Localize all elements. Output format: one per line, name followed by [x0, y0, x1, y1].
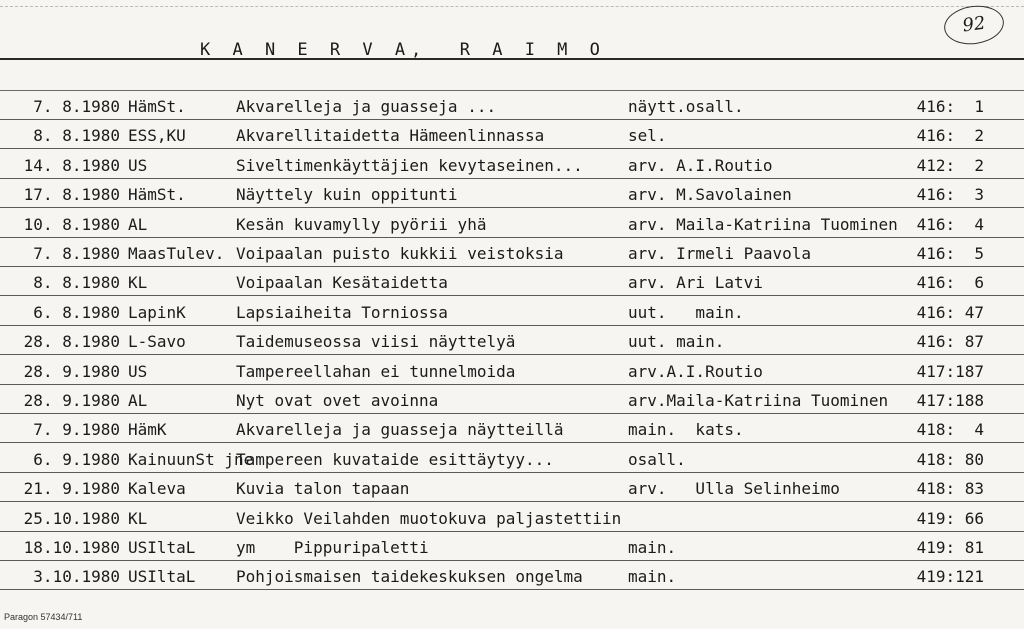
entry-ref: 416: 3 [916, 185, 984, 205]
entry-source: KainuunSt jne [128, 449, 254, 469]
entry-date: 3.10.1980 [33, 567, 120, 587]
entry-ref: 418: 83 [916, 479, 984, 499]
entry-ref: 419: 81 [916, 538, 984, 557]
entry-source: Kaleva [128, 479, 186, 499]
entry-title: Pohjoismaisen taidekeskuksen ongelma [236, 567, 583, 587]
entry-date: 8. 8.1980 [33, 273, 120, 293]
entry-title: Akvarelleja ja guasseja näytteillä [236, 420, 564, 440]
entry-extra: main. kats. [628, 420, 744, 440]
entry-source: AL [128, 214, 148, 234]
entry-row [0, 92, 1024, 120]
entry-row [0, 386, 1024, 414]
entry-title: Siveltimenkäyttäjien kevytaseinen... [236, 155, 583, 175]
entry-row [0, 474, 1024, 502]
entry-row [0, 298, 1024, 326]
entry-extra: main. [628, 538, 677, 557]
entry-date: 28. 9.1980 [23, 391, 120, 410]
entry-date: 25.10.1980 [23, 508, 120, 528]
entry-row [0, 504, 1024, 532]
entry-row [0, 121, 1024, 149]
entry-extra: näytt.osall. [628, 97, 744, 116]
entry-title: Näyttely kuin oppitunti [236, 185, 458, 205]
entry-date: 28. 9.1980 [23, 361, 120, 381]
entry-title: Nyt ovat ovet avoinna [236, 391, 439, 410]
heading-rule [0, 58, 1024, 60]
entry-ref: 416: 47 [916, 302, 984, 322]
entry-extra: arv.A.I.Routio [628, 361, 763, 381]
entry-extra: arv. Ari Latvi [628, 273, 763, 293]
entry-ref: 419: 66 [916, 508, 984, 528]
entry-title: ym Pippuripaletti [236, 538, 429, 557]
entry-date: 6. 8.1980 [33, 302, 120, 322]
entry-row [0, 180, 1024, 208]
entry-date: 7. 9.1980 [33, 420, 120, 440]
entry-ref: 416: 5 [916, 244, 984, 263]
entry-extra: uut. main. [628, 302, 744, 322]
entry-title: Tampereellahan ei tunnelmoida [236, 361, 516, 381]
entry-row [0, 239, 1024, 267]
entry-date: 7. 8.1980 [33, 244, 120, 263]
entry-row [0, 562, 1024, 590]
entry-extra: arv.Maila-Katriina Tuominen [628, 391, 889, 410]
entry-source: KL [128, 273, 148, 293]
entry-source: HämSt. [128, 97, 186, 116]
entry-extra: osall. [628, 449, 686, 469]
entry-row [0, 445, 1024, 473]
entry-row [0, 210, 1024, 238]
entry-ref: 412: 2 [916, 155, 984, 175]
card-heading-name: K A N E R V A, R A I M O [200, 40, 606, 60]
entry-date: 28. 8.1980 [23, 332, 120, 352]
entry-date: 14. 8.1980 [23, 155, 120, 175]
entry-extra: arv. Ulla Selinheimo [628, 479, 840, 499]
card-top-edge [0, 0, 1024, 7]
entry-title: Voipaalan Kesätaidetta [236, 273, 448, 293]
entry-date: 21. 9.1980 [23, 479, 120, 499]
entry-source: AL [128, 391, 148, 410]
entry-row [0, 357, 1024, 385]
entry-source: US [128, 361, 148, 381]
entry-source: MaasTulev. [128, 244, 225, 263]
entry-row [0, 415, 1024, 443]
entry-source: LapinK [128, 302, 186, 322]
entry-ref: 416: 1 [916, 97, 984, 116]
entry-ref: 417:188 [916, 391, 984, 410]
entry-title: Lapsiaiheita Torniossa [236, 302, 448, 322]
entry-source: HämSt. [128, 185, 186, 205]
entry-source: USIltaL [128, 567, 196, 587]
entry-title: Veikko Veilahden muotokuva paljastettiin [236, 508, 622, 528]
entry-date: 10. 8.1980 [23, 214, 120, 234]
entry-source: KL [128, 508, 148, 528]
entry-extra: arv. M.Savolainen [628, 185, 792, 205]
entry-extra: arv. Irmeli Paavola [628, 244, 812, 263]
entry-row [0, 268, 1024, 296]
entry-title: Kesän kuvamylly pyörii yhä [236, 214, 487, 234]
entry-extra: sel. [628, 126, 667, 146]
heading-rule-secondary [0, 90, 1024, 91]
entry-source: L-Savo [128, 332, 186, 352]
entry-source: US [128, 155, 148, 175]
entry-title: Kuvia talon tapaan [236, 479, 410, 499]
entry-ref: 417:187 [916, 361, 984, 381]
entry-ref: 418: 80 [916, 449, 984, 469]
entry-row [0, 327, 1024, 355]
entry-ref: 419:121 [916, 567, 984, 587]
entry-row [0, 533, 1024, 561]
entry-extra: arv. A.I.Routio [628, 155, 773, 175]
card-printer-mark: Paragon 57434/711 [4, 612, 83, 622]
entry-extra: uut. main. [628, 332, 725, 352]
entry-date: 17. 8.1980 [23, 185, 120, 205]
entry-title: Akvarellitaidetta Hämeenlinnassa [236, 126, 545, 146]
entry-ref: 418: 4 [916, 420, 984, 440]
entry-extra: main. [628, 567, 677, 587]
entry-source: ESS,KU [128, 126, 186, 146]
entry-title: Voipaalan puisto kukkii veistoksia [236, 244, 564, 263]
entry-source: HämK [128, 420, 167, 440]
entry-ref: 416: 6 [916, 273, 984, 293]
entry-source: USIltaL [128, 538, 196, 557]
entry-date: 18.10.1980 [23, 538, 120, 557]
entry-date: 7. 8.1980 [33, 97, 120, 116]
entry-ref: 416: 4 [916, 214, 984, 234]
entry-date: 8. 8.1980 [33, 126, 120, 146]
entry-row [0, 151, 1024, 179]
entry-ref: 416: 2 [916, 126, 984, 146]
entry-title: Akvarelleja ja guasseja ... [236, 97, 497, 116]
entry-date: 6. 9.1980 [33, 449, 120, 469]
entry-ref: 416: 87 [916, 332, 984, 352]
folio-number-circled: 92 [942, 2, 1007, 48]
entry-title: Tampereen kuvataide esittäytyy... [236, 449, 554, 469]
entry-extra: arv. Maila-Katriina Tuominen [628, 214, 898, 234]
entry-title: Taidemuseossa viisi näyttelyä [236, 332, 516, 352]
